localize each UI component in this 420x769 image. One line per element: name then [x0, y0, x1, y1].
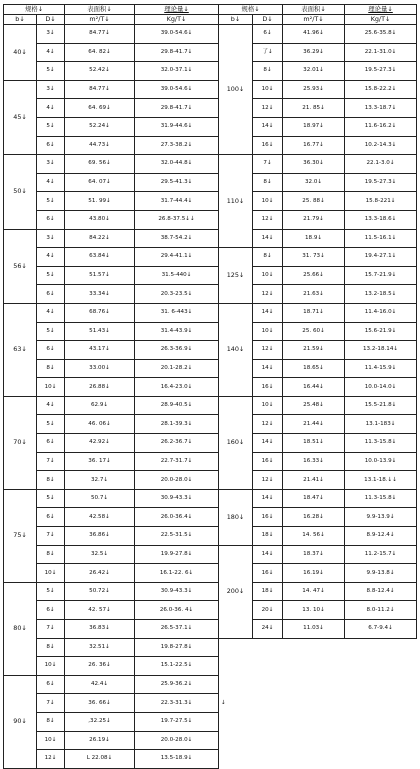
right-d-cell: 14↓ [253, 545, 283, 564]
right-weight-cell: 15.5-21.8↓ [345, 396, 417, 415]
right-area-cell: 25.48↓ [283, 396, 345, 415]
left-d-cell: 4↓ [37, 248, 65, 267]
left-area-cell: 52.24↓ [65, 117, 135, 136]
left-area-cell: 36.86↓ [65, 527, 135, 546]
left-weight-cell: 31. 6-443↓ [135, 303, 219, 322]
left-weight-cell: 26.2-36.7↓ [135, 434, 219, 453]
table-row [4, 564, 417, 583]
table-row [4, 378, 417, 397]
right-area-cell: 16.28↓ [283, 508, 345, 527]
right-weight-cell: 19.4-27.1↓ [345, 248, 417, 267]
left-weight-cell: 26.5-37.1↓ [135, 620, 219, 639]
left-group-b: 80↓ [4, 582, 37, 675]
table-row [4, 62, 417, 81]
right-d-cell: 14↓ [253, 489, 283, 508]
right-area-cell: 21.59↓ [283, 341, 345, 360]
right-weight-cell: 15.8-221↓ [345, 192, 417, 211]
left-area-cell: 42.92↓ [65, 434, 135, 453]
left-d-cell: 4↓ [37, 396, 65, 415]
left-weight-cell: 32.0-44.8↓ [135, 155, 219, 174]
left-area-cell: 51.57↓ [65, 266, 135, 285]
right-area-cell: 21.79↓ [283, 210, 345, 229]
left-weight-cell: 31.5-440↓ [135, 266, 219, 285]
left-weight-cell: 28.1-39.3↓ [135, 415, 219, 434]
right-d-cell: 10↓ [253, 322, 283, 341]
left-d-cell: 6↓ [37, 508, 65, 527]
right-area-cell: 25. 88↓ [283, 192, 345, 211]
right-weight-cell: 11.4-16.0↓ [345, 303, 417, 322]
table-row [4, 303, 417, 322]
right-group-b: 125↓ [219, 248, 253, 304]
right-d-cell: 12↓ [253, 341, 283, 360]
right-area-cell: 25. 60↓ [283, 322, 345, 341]
right-area-cell: 16.19↓ [283, 564, 345, 583]
left-area-cell: 32.5↓ [65, 545, 135, 564]
header-unit-area-right: m²/T↓ [283, 15, 345, 25]
right-weight-cell: 22.1-3.0↓ [345, 155, 417, 174]
right-d-cell: 14↓ [253, 229, 283, 248]
left-weight-cell: 27.3-38.2↓ [135, 136, 219, 155]
left-d-cell: 4↓ [37, 99, 65, 118]
left-weight-cell: 13.5-18.9↓ [135, 750, 219, 769]
left-weight-cell: 20.1-28.2↓ [135, 359, 219, 378]
right-d-cell: 12↓ [253, 285, 283, 304]
right-d-cell: 14↓ [253, 303, 283, 322]
left-area-cell: 63.84↓ [65, 248, 135, 267]
left-area-cell: 50.72↓ [65, 582, 135, 601]
left-d-cell: 10↓ [37, 731, 65, 750]
left-area-cell: 64. 69↓ [65, 99, 135, 118]
right-area-cell: 41.96↓ [283, 25, 345, 44]
left-area-cell: 42.4↓ [65, 675, 135, 694]
left-weight-cell: 15.1-22.5↓ [135, 657, 219, 676]
right-d-cell: 16↓ [253, 136, 283, 155]
table-row [4, 322, 417, 341]
left-d-cell: 8↓ [37, 712, 65, 731]
right-weight-cell: 9.9-13.9↓ [345, 508, 417, 527]
left-area-cell: 69. 56↓ [65, 155, 135, 174]
right-d-cell: 24↓ [253, 620, 283, 639]
left-weight-cell: 39.0-54.6↓ [135, 25, 219, 44]
left-area-cell: 36. 66↓ [65, 694, 135, 713]
table-row [4, 99, 417, 118]
left-d-cell: 5↓ [37, 582, 65, 601]
table-row [4, 117, 417, 136]
table-row [4, 601, 417, 620]
right-weight-cell: 15.7-21.9↓ [345, 266, 417, 285]
left-weight-cell: 31.4-43.9↓ [135, 322, 219, 341]
left-d-cell: 6↓ [37, 285, 65, 304]
header-d-right: D↓ [253, 15, 283, 25]
right-d-cell: 16↓ [253, 452, 283, 471]
left-d-cell: 4↓ [37, 303, 65, 322]
left-area-cell: 26.88↓ [65, 378, 135, 397]
right-d-cell: 14↓ [253, 359, 283, 378]
right-area-cell: 16.77↓ [283, 136, 345, 155]
right-area-cell: 32.0↓ [283, 173, 345, 192]
left-weight-cell: 20.3-23.5↓ [135, 285, 219, 304]
header-b-left: b↓ [4, 15, 37, 25]
table-row [4, 452, 417, 471]
left-group-b: 75↓ [4, 489, 37, 582]
table-row [4, 489, 417, 508]
right-group-b: 160↓ [219, 396, 253, 489]
right-d-cell: 8↓ [253, 62, 283, 81]
left-area-cell: 50.7↓ [65, 489, 135, 508]
left-group-b: 63↓ [4, 303, 37, 396]
right-area-cell: 21.44↓ [283, 415, 345, 434]
left-weight-cell: 20.0-28.0↓ [135, 471, 219, 490]
table-row [4, 527, 417, 546]
right-weight-cell: 11.2-15.7↓ [345, 545, 417, 564]
left-area-cell: 32.7↓ [65, 471, 135, 490]
right-d-cell: 12↓ [253, 210, 283, 229]
table-row [4, 173, 417, 192]
right-area-cell: 36.30↓ [283, 155, 345, 174]
left-d-cell: 8↓ [37, 471, 65, 490]
right-d-cell: 14↓ [253, 117, 283, 136]
right-d-cell: 8↓ [253, 173, 283, 192]
left-weight-cell: 19.9-27.8↓ [135, 545, 219, 564]
left-d-cell: 6↓ [37, 210, 65, 229]
left-d-cell: 7↓ [37, 452, 65, 471]
right-area-cell: 16.44↓ [283, 378, 345, 397]
left-weight-cell: 19.7-27.5↓ [135, 712, 219, 731]
right-d-cell: 8↓ [253, 248, 283, 267]
right-weight-cell: 10.2-14.3↓ [345, 136, 417, 155]
left-weight-cell: 20.0-28.0↓ [135, 731, 219, 750]
left-group-b: 70↓ [4, 396, 37, 489]
right-weight-cell: 11.6-16.2↓ [345, 117, 417, 136]
table-row [4, 210, 417, 229]
left-area-cell: 43.17↓ [65, 341, 135, 360]
right-d-cell: 20↓ [253, 601, 283, 620]
right-area-cell: 18.97↓ [283, 117, 345, 136]
right-area-cell: 16.33↓ [283, 452, 345, 471]
left-area-cell: 42.58↓ [65, 508, 135, 527]
header-area-left: 表面积↓ [65, 5, 135, 15]
table-row [4, 136, 417, 155]
table-row [4, 434, 417, 453]
left-area-cell: 26.19↓ [65, 731, 135, 750]
table-row [4, 638, 417, 657]
right-area-cell: 18.65↓ [283, 359, 345, 378]
header-unit-area-left: m²/T↓ [65, 15, 135, 25]
left-weight-cell: 16.1-22. 6↓ [135, 564, 219, 583]
left-area-cell: 51. 99↓ [65, 192, 135, 211]
left-weight-cell: 25.9-36.2↓ [135, 675, 219, 694]
right-weight-cell: 15.6-21.9↓ [345, 322, 417, 341]
right-weight-cell: 8.0-11.2↓ [345, 601, 417, 620]
table-row [4, 229, 417, 248]
right-weight-cell: 13.2-18.14↓ [345, 341, 417, 360]
right-area-cell: 31. 73↓ [283, 248, 345, 267]
header-row-2 [4, 15, 417, 25]
right-area-cell: 18.9↓ [283, 229, 345, 248]
left-d-cell: 10↓ [37, 378, 65, 397]
left-d-cell: 5↓ [37, 415, 65, 434]
left-weight-cell: 28.9-40.5↓ [135, 396, 219, 415]
left-weight-cell: 38.7-54.2↓ [135, 229, 219, 248]
right-weight-cell: 11.3-15.8↓ [345, 434, 417, 453]
right-weight-cell: 22.1-31.0↓ [345, 43, 417, 62]
left-d-cell: 12↓ [37, 750, 65, 769]
left-d-cell: 6↓ [37, 601, 65, 620]
left-area-cell: L 22.08↓ [65, 750, 135, 769]
right-d-cell: 18↓ [253, 527, 283, 546]
right-weight-cell: 9.9-13.8↓ [345, 564, 417, 583]
left-weight-cell: 30.9-43.3↓ [135, 489, 219, 508]
header-weight-right: 理论量↓ [345, 5, 417, 15]
left-weight-cell: 32.0-37.1↓ [135, 62, 219, 81]
left-d-cell: 5↓ [37, 117, 65, 136]
left-area-cell: 84.22↓ [65, 229, 135, 248]
left-area-cell: 43.80↓ [65, 210, 135, 229]
left-d-cell: 6↓ [37, 675, 65, 694]
right-weight-cell: 8.8-12.4↓ [345, 582, 417, 601]
left-area-cell: 84.77↓ [65, 80, 135, 99]
table-row [4, 25, 417, 44]
right-weight-cell: 15.8-22.2↓ [345, 80, 417, 99]
left-weight-cell: 29.4-41.1↓ [135, 248, 219, 267]
left-weight-cell: 16.4-23.0↓ [135, 378, 219, 397]
right-area-cell: 25.93↓ [283, 80, 345, 99]
header-row-1 [4, 5, 417, 15]
left-area-cell: 33.00↓ [65, 359, 135, 378]
right-d-cell: 10↓ [253, 266, 283, 285]
header-weight-left: 理论量↓ [135, 5, 219, 15]
left-area-cell: 51.43↓ [65, 322, 135, 341]
right-d-cell: 7↓ [253, 155, 283, 174]
right-weight-cell: 6.7-9.4↓ [345, 620, 417, 639]
left-group-b: 50↓ [4, 155, 37, 229]
left-d-cell: 8↓ [37, 638, 65, 657]
left-area-cell: 36. 17↓ [65, 452, 135, 471]
left-weight-cell: 29.5-41.3↓ [135, 173, 219, 192]
right-weight-cell: 13.2-18.5↓ [345, 285, 417, 304]
left-d-cell: 3↓ [37, 25, 65, 44]
header-unit-weight-right: Kg/T↓ [345, 15, 417, 25]
left-group-b: 45↓ [4, 80, 37, 154]
left-group-b: 56↓ [4, 229, 37, 303]
left-area-cell: 42. 57↓ [65, 601, 135, 620]
left-weight-cell: 26.3-36.9↓ [135, 341, 219, 360]
right-area-cell: 18.71↓ [283, 303, 345, 322]
table-row [4, 341, 417, 360]
right-area-cell: 18.37↓ [283, 545, 345, 564]
left-weight-cell: 31.9-44.6↓ [135, 117, 219, 136]
left-group-b: 90↓ [4, 675, 37, 768]
left-d-cell: 7↓ [37, 620, 65, 639]
left-group-b: 40↓ [4, 25, 37, 81]
right-area-cell: 18.47↓ [283, 489, 345, 508]
right-group-b: 200↓ [219, 545, 253, 638]
left-weight-cell: 29.8-41.7↓ [135, 99, 219, 118]
right-area-cell: 25.66↓ [283, 266, 345, 285]
left-d-cell: 6↓ [37, 136, 65, 155]
left-weight-cell: 22.5-31.5↓ [135, 527, 219, 546]
left-area-cell: 64. 82↓ [65, 43, 135, 62]
right-area-cell: 21.63↓ [283, 285, 345, 304]
header-spec-left: 规格↓ [4, 5, 65, 15]
table-row [4, 545, 417, 564]
left-d-cell: 5↓ [37, 192, 65, 211]
left-area-cell: 84.77↓ [65, 25, 135, 44]
table-row [4, 43, 417, 62]
left-area-cell: 64. 07↓ [65, 173, 135, 192]
right-group-b: 140↓ [219, 303, 253, 396]
table-row [4, 508, 417, 527]
right-area-cell: 18.51↓ [283, 434, 345, 453]
table-row [4, 396, 417, 415]
left-d-cell: 7↓ [37, 527, 65, 546]
left-weight-cell: 26.8-37.5↓↓ [135, 210, 219, 229]
left-area-cell: ,32.25↓ [65, 712, 135, 731]
table-row [4, 248, 417, 267]
right-weight-cell: 8.9-12.4↓ [345, 527, 417, 546]
left-weight-cell: 26.0-36. 4↓ [135, 601, 219, 620]
right-d-cell: 18↓ [253, 582, 283, 601]
left-d-cell: 10↓ [37, 564, 65, 583]
right-area-cell: 14. 56↓ [283, 527, 345, 546]
right-weight-cell: 13.1-183↓ [345, 415, 417, 434]
left-d-cell: 5↓ [37, 266, 65, 285]
table-row [4, 582, 417, 601]
left-d-cell: 5↓ [37, 489, 65, 508]
table-row [4, 155, 417, 174]
header-spec-right: 规格↓ [219, 5, 283, 15]
left-d-cell: 6↓ [37, 341, 65, 360]
left-d-cell: 5↓ [37, 322, 65, 341]
right-area-cell: 11.03↓ [283, 620, 345, 639]
specification-sheet [3, 4, 416, 769]
right-weight-cell: 13.1-18.↓↓ [345, 471, 417, 490]
right-d-cell: 12↓ [253, 471, 283, 490]
left-d-cell: 3↓ [37, 229, 65, 248]
table-row [4, 285, 417, 304]
right-d-cell: 16↓ [253, 378, 283, 397]
left-d-cell: 6↓ [37, 434, 65, 453]
left-weight-cell: 39.0-54.6↓ [135, 80, 219, 99]
spec-table-body [4, 5, 417, 769]
right-group-b: 100↓ [219, 25, 253, 155]
right-d-cell: 10↓ [253, 80, 283, 99]
right-area-cell: 21.41↓ [283, 471, 345, 490]
left-weight-cell: 26.0-36.4↓ [135, 508, 219, 527]
right-area-cell: 14. 47↓ [283, 582, 345, 601]
right-weight-cell: 10.0-13.9↓ [345, 452, 417, 471]
row-end-mark: ↓ [221, 699, 226, 706]
header-d-left: D↓ [37, 15, 65, 25]
right-weight-cell: 10.0-14.0↓ [345, 378, 417, 397]
table-row [4, 620, 417, 639]
left-area-cell: 33.34↓ [65, 285, 135, 304]
left-d-cell: 10↓ [37, 657, 65, 676]
right-group-b: 180↓ [219, 489, 253, 545]
right-weight-cell: 19.5-27.3↓ [345, 173, 417, 192]
left-weight-cell: 30.9-43.3↓ [135, 582, 219, 601]
right-area-cell: 36.29↓ [283, 43, 345, 62]
left-weight-cell: 22.7-31.7↓ [135, 452, 219, 471]
right-area-cell: 32.01↓ [283, 62, 345, 81]
left-d-cell: 5↓ [37, 62, 65, 81]
left-area-cell: 26. 36↓ [65, 657, 135, 676]
right-d-cell: 12↓ [253, 415, 283, 434]
right-weight-cell: 25.6-35.8↓ [345, 25, 417, 44]
spec-table [3, 4, 417, 769]
right-weight-cell: 11.4-15.9↓ [345, 359, 417, 378]
header-b-right: b↓ [219, 15, 253, 25]
right-d-cell: 14↓ [253, 434, 283, 453]
table-row [4, 192, 417, 211]
left-area-cell: 32.51↓ [65, 638, 135, 657]
table-row [4, 359, 417, 378]
left-d-cell: 7↓ [37, 694, 65, 713]
right-d-cell: 16↓ [253, 508, 283, 527]
left-area-cell: 44.73↓ [65, 136, 135, 155]
left-area-cell: 36.83↓ [65, 620, 135, 639]
header-area-right: 表面积↓ [283, 5, 345, 15]
right-d-cell: 6↓ [253, 25, 283, 44]
table-row [4, 80, 417, 99]
right-weight-cell: 19.5-27.3↓ [345, 62, 417, 81]
left-d-cell: 4↓ [37, 43, 65, 62]
left-d-cell: 3↓ [37, 155, 65, 174]
left-area-cell: 52.42↓ [65, 62, 135, 81]
left-d-cell: 4↓ [37, 173, 65, 192]
left-area-cell: 68.76↓ [65, 303, 135, 322]
table-row [4, 471, 417, 490]
left-d-cell: 8↓ [37, 545, 65, 564]
right-group-b: 110↓ [219, 155, 253, 248]
right-d-cell: 10↓ [253, 192, 283, 211]
right-area-cell: 13. 10↓ [283, 601, 345, 620]
left-d-cell: 8↓ [37, 359, 65, 378]
right-weight-cell: 11.3-15.8↓ [345, 489, 417, 508]
right-d-cell: 12↓ [253, 99, 283, 118]
table-row [4, 415, 417, 434]
right-area-cell: 21. 85↓ [283, 99, 345, 118]
left-area-cell: 26.42↓ [65, 564, 135, 583]
left-area-cell: 62.9↓ [65, 396, 135, 415]
right-d-cell: 16↓ [253, 564, 283, 583]
left-weight-cell: 29.8-41.7↓ [135, 43, 219, 62]
right-d-cell: 了↓ [253, 43, 283, 62]
right-weight-cell: 13.3-18.7↓ [345, 99, 417, 118]
left-weight-cell: 31.7-44.4↓ [135, 192, 219, 211]
right-d-cell: 10↓ [253, 396, 283, 415]
left-d-cell: 3↓ [37, 80, 65, 99]
left-weight-cell: 19.8-27.8↓ [135, 638, 219, 657]
left-weight-cell: 22.3-31.3↓ [135, 694, 219, 713]
right-weight-cell: 13.3-18.6↓ [345, 210, 417, 229]
table-row [4, 266, 417, 285]
left-area-cell: 46. 06↓ [65, 415, 135, 434]
header-unit-weight-left: Kg/T↓ [135, 15, 219, 25]
right-weight-cell: 11.5-16.1↓ [345, 229, 417, 248]
